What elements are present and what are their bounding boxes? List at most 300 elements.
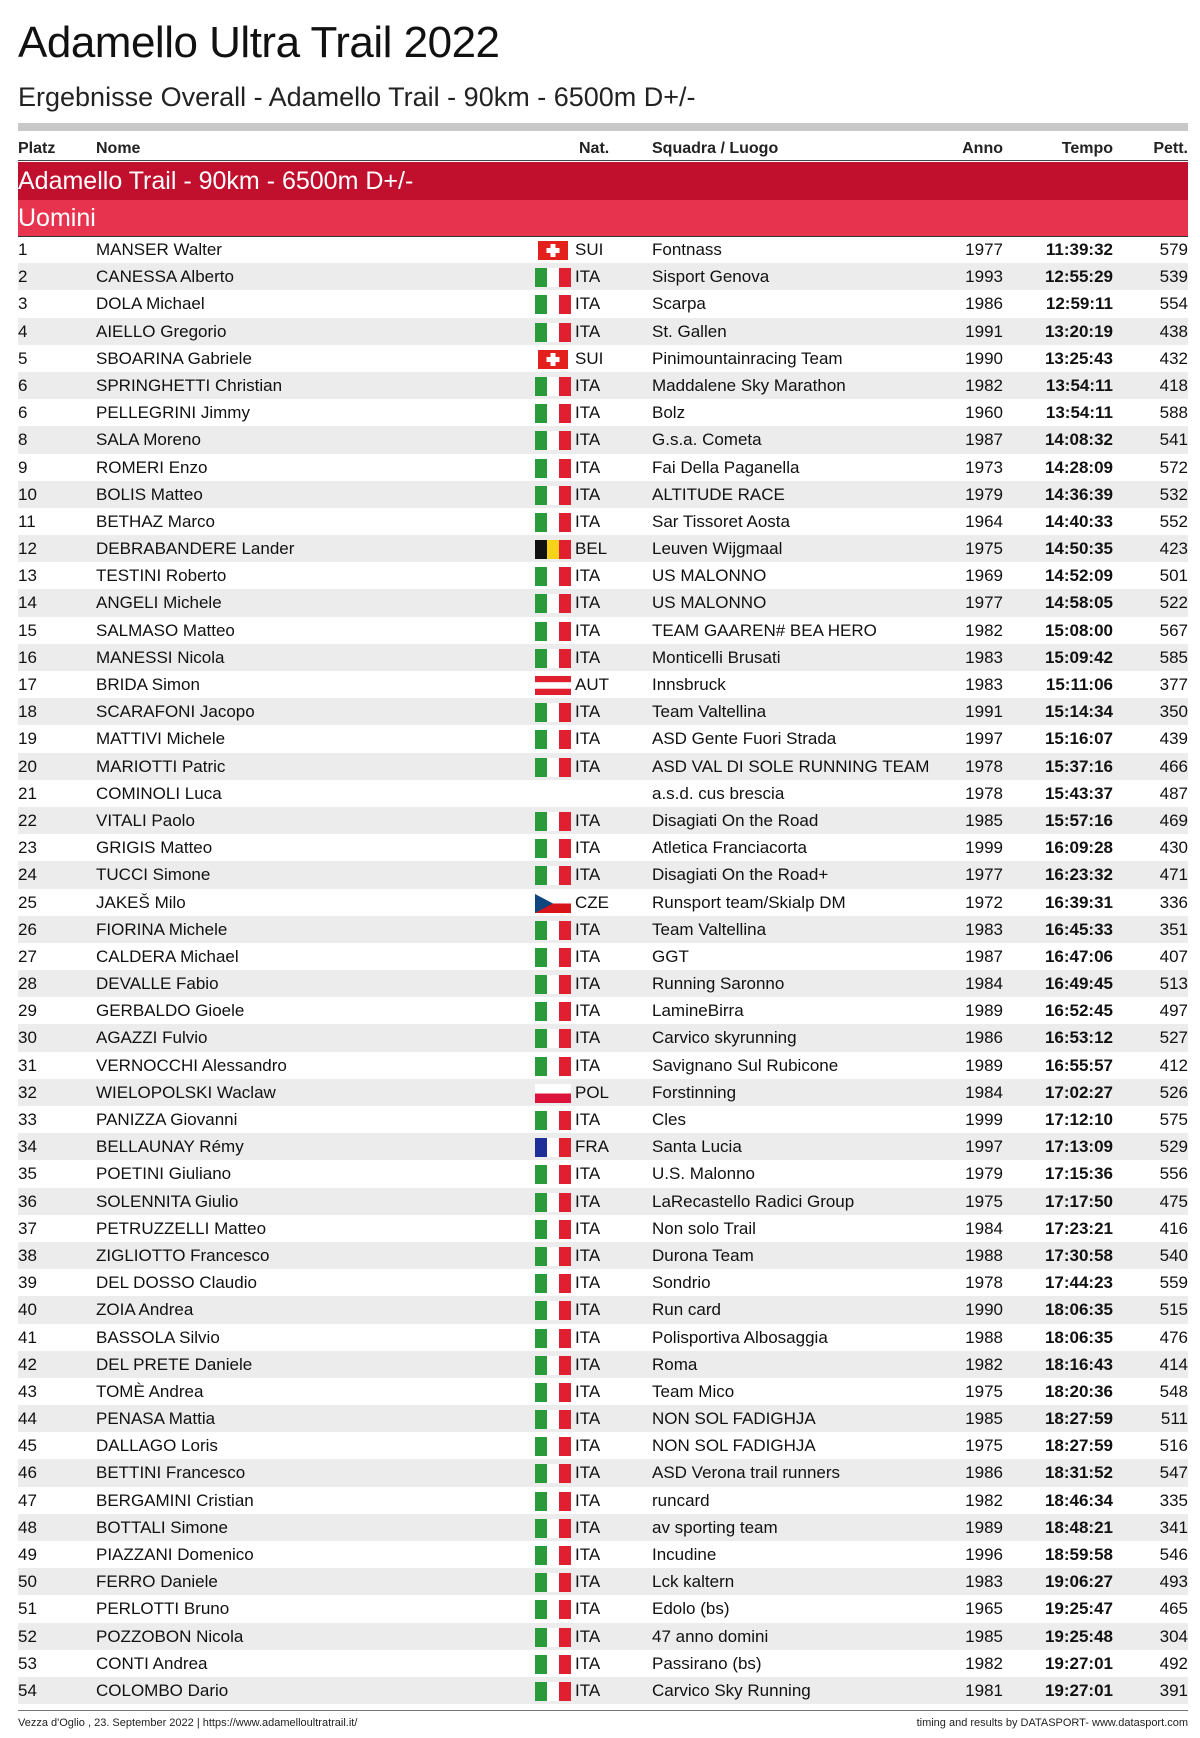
cell-time: 16:49:45 [1044,974,1113,994]
cell-pos: 36 [18,1191,37,1211]
cell-team: ALTITUDE RACE [652,484,785,504]
cell-team: Disagiati On the Road+ [652,865,829,885]
table-row [18,236,1188,263]
cell-name: BETHAZ Marco [96,511,216,531]
table-row [18,1378,1188,1405]
cze-flag-icon [535,894,571,913]
ita-flag-icon [535,1383,571,1402]
category-band: Uomini [18,200,1188,237]
table-row [18,290,1188,317]
cell-time: 15:08:00 [1044,620,1113,640]
cell-bib: 572 [1159,457,1188,477]
table-row [18,698,1188,725]
ita-flag-icon [535,1546,571,1565]
cell-name: PELLEGRINI Jimmy [96,403,250,423]
cell-time: 17:44:23 [1044,1273,1113,1293]
cell-name: VITALI Paolo [96,810,195,830]
cell-team: Leuven Wijgmaal [652,539,783,559]
column-header-time: Tempo [1061,140,1113,157]
results-table [18,236,1188,1704]
cell-team: Scarpa [652,294,706,314]
cell-pos: 50 [18,1572,37,1592]
table-row [18,1459,1188,1486]
cell-bib: 559 [1159,1273,1188,1293]
cell-team: LaRecastello Radici Group [652,1191,855,1211]
cell-nat: ITA [575,1409,601,1429]
cell-name: FIORINA Michele [96,919,228,939]
cell-team: Team Valtellina [652,919,767,939]
cell-year: 1991 [965,702,1003,722]
ita-flag-icon [535,921,571,940]
table-row [18,725,1188,752]
cell-year: 1989 [965,1517,1003,1537]
cell-pos: 37 [18,1218,37,1238]
cell-name: ANGELI Michele [96,593,222,613]
cell-time: 16:45:33 [1044,919,1113,939]
cell-year: 1979 [965,1164,1003,1184]
cell-name: PERLOTTI Bruno [96,1599,230,1619]
table-row [18,372,1188,399]
cell-time: 13:25:43 [1044,348,1113,368]
cell-bib: 391 [1159,1680,1188,1700]
cell-year: 1982 [965,620,1003,640]
cell-time: 17:02:27 [1044,1082,1113,1102]
cell-pos: 34 [18,1137,37,1157]
ita-flag-icon [535,1410,571,1429]
cell-name: FERRO Daniele [96,1572,218,1592]
cell-bib: 476 [1159,1327,1188,1347]
cell-team: Monticelli Brusati [652,647,781,667]
cell-year: 1982 [965,1653,1003,1673]
cell-name: TOMÈ Andrea [96,1381,204,1401]
cell-bib: 304 [1159,1626,1188,1646]
cell-name: AGAZZI Fulvio [96,1028,208,1048]
cell-pos: 25 [18,892,37,912]
footer-left: Vezza d'Oglio , 23. September 2022 | https://www.adamelloultratrail.it/ [18,1717,358,1729]
cell-bib: 526 [1159,1082,1188,1102]
cell-name: SALMASO Matteo [96,620,235,640]
cell-bib: 438 [1159,321,1188,341]
cell-time: 16:47:06 [1044,946,1113,966]
cell-year: 1981 [965,1680,1003,1700]
bel-flag-icon [535,540,571,559]
cell-time: 12:59:11 [1045,294,1113,314]
cell-name: SCARAFONI Jacopo [96,702,255,722]
cell-bib: 439 [1159,729,1188,749]
cell-nat: ITA [575,1463,601,1483]
cell-nat: ITA [575,647,601,667]
cell-nat: ITA [575,321,601,341]
cell-team: ASD VAL DI SOLE RUNNING TEAM [652,756,930,776]
cell-time: 18:48:21 [1044,1517,1113,1537]
cell-name: DEL DOSSO Claudio [96,1273,257,1293]
cell-pos: 53 [18,1653,37,1673]
cell-pos: 45 [18,1436,37,1456]
aut-flag-icon [535,676,571,695]
cell-year: 1993 [965,267,1003,287]
cell-name: BOLIS Matteo [96,484,203,504]
cell-nat: SUI [575,348,604,368]
race-band: Adamello Trail - 90km - 6500m D+/- [18,162,1188,200]
cell-time: 16:52:45 [1044,1001,1113,1021]
table-row [18,345,1188,372]
cell-nat: ITA [575,403,601,423]
ita-flag-icon [535,730,571,749]
cell-name: SPRINGHETTI Christian [96,375,283,395]
cell-nat: ITA [575,1164,601,1184]
none-flag-icon [535,785,571,804]
cell-name: ROMERI Enzo [96,457,208,477]
cell-year: 1984 [965,1218,1003,1238]
cell-pos: 13 [18,566,37,586]
table-row [18,1106,1188,1133]
cell-year: 1979 [965,484,1003,504]
cell-name: PANIZZA Giovanni [96,1110,238,1129]
cell-time: 16:53:12 [1044,1028,1113,1048]
cell-pos: 49 [18,1545,37,1564]
cell-pos: 12 [18,539,37,559]
cell-nat: ITA [575,1545,601,1564]
cell-team: Forstinning [652,1082,737,1102]
cell-year: 1989 [965,1055,1003,1075]
cell-pos: 28 [18,974,37,994]
cell-bib: 529 [1159,1137,1188,1157]
cell-team: Atletica Franciacorta [652,838,807,858]
cell-pos: 5 [18,348,28,368]
cell-pos: 27 [18,946,37,966]
cell-team: NON SOL FADIGHJA [652,1436,816,1456]
table-row [18,1595,1188,1622]
cell-pos: 14 [18,593,37,613]
cell-team: Polisportiva Albosaggia [652,1327,828,1347]
table-row [18,644,1188,671]
cell-bib: 513 [1159,974,1188,994]
table-row [18,1296,1188,1323]
cell-year: 1978 [965,783,1003,803]
table-row [18,1432,1188,1459]
cell-pos: 44 [18,1409,37,1429]
cell-name: CALDERA Michael [96,946,239,966]
cell-team: Sar Tissoret Aosta [652,511,790,531]
ita-flag-icon [535,1002,571,1021]
cell-bib: 475 [1159,1191,1188,1211]
ita-flag-icon [535,622,571,641]
cell-time: 15:16:07 [1044,729,1113,749]
cell-name: TUCCI Simone [96,865,211,885]
table-row [18,780,1188,807]
pol-flag-icon [535,1084,571,1103]
cell-bib: 493 [1159,1572,1188,1592]
cell-name: WIELOPOLSKI Waclaw [96,1082,276,1102]
cell-bib: 432 [1159,348,1188,368]
cell-nat: ITA [575,430,601,450]
cell-pos: 38 [18,1245,37,1265]
cell-name: SBOARINA Gabriele [96,348,252,368]
ita-flag-icon [535,1301,571,1320]
cell-bib: 511 [1160,1409,1188,1429]
cell-name: AIELLO Gregorio [96,321,227,341]
cell-pos: 47 [18,1490,37,1510]
cell-name: TESTINI Roberto [96,566,227,586]
cell-year: 1960 [965,403,1003,423]
cell-year: 1986 [965,1463,1003,1483]
cell-time: 16:09:28 [1044,838,1113,858]
cell-pos: 16 [18,647,37,667]
table-row [18,1677,1188,1704]
cell-nat: ITA [575,838,601,858]
cell-year: 1964 [965,511,1003,531]
ita-flag-icon [535,948,571,967]
cell-team: Run card [652,1300,721,1320]
cell-nat: ITA [575,1517,601,1537]
ita-flag-icon [535,1600,571,1619]
cell-name: BERGAMINI Cristian [96,1490,254,1510]
cell-nat: ITA [575,729,601,749]
cell-year: 1973 [965,457,1003,477]
cell-nat: ITA [575,620,601,640]
cell-year: 1988 [965,1327,1003,1347]
ita-flag-icon [535,404,571,423]
cell-name: COLOMBO Dario [96,1680,229,1700]
cell-year: 1975 [965,1436,1003,1456]
cell-nat: ITA [575,1110,601,1129]
cell-bib: 546 [1159,1545,1188,1564]
ita-flag-icon [535,594,571,613]
footer-right: timing and results by DATASPORT- www.datasport.com [916,1717,1188,1729]
cell-year: 1990 [965,348,1003,368]
ita-flag-icon [535,758,571,777]
cell-team: Bolz [652,403,686,423]
cell-nat: ITA [575,1626,601,1646]
cell-team: Sondrio [652,1273,711,1293]
cell-year: 1987 [965,430,1003,450]
table-row [18,1650,1188,1677]
cell-nat: BEL [575,539,608,559]
cell-pos: 40 [18,1300,37,1320]
cell-time: 16:23:32 [1044,865,1113,885]
cell-year: 1985 [965,1409,1003,1429]
cell-year: 1985 [965,1626,1003,1646]
cell-pos: 39 [18,1273,37,1293]
cell-team: Lck kaltern [652,1572,735,1592]
table-row [18,1052,1188,1079]
ita-flag-icon [535,377,571,396]
cell-time: 14:36:39 [1044,484,1113,504]
cell-nat: ITA [575,511,601,531]
cell-team: Team Valtellina [652,702,767,722]
cell-pos: 30 [18,1028,37,1048]
table-row [18,1405,1188,1432]
cell-nat: AUT [575,675,609,694]
cell-nat: ITA [575,756,601,776]
cell-pos: 54 [18,1680,37,1700]
cell-pos: 51 [18,1599,37,1619]
cell-team: Edolo (bs) [652,1599,730,1619]
ita-flag-icon [535,1029,571,1048]
cell-year: 1986 [965,294,1003,314]
cell-time: 17:12:10 [1044,1110,1113,1129]
ita-flag-icon [535,1220,571,1239]
cell-bib: 469 [1159,810,1188,830]
cell-time: 15:11:06 [1045,675,1113,694]
cell-time: 15:37:16 [1044,756,1113,776]
cell-pos: 33 [18,1110,37,1129]
cell-name: SOLENNITA Giulio [96,1191,239,1211]
cell-team: Maddalene Sky Marathon [652,375,846,395]
cell-year: 1999 [965,1110,1003,1129]
table-row [18,1133,1188,1160]
cell-name: COMINOLI Luca [96,783,222,803]
cell-year: 1978 [965,1273,1003,1293]
cell-year: 1977 [965,865,1003,885]
cell-team: ASD Verona trail runners [652,1463,841,1483]
ita-flag-icon [535,866,571,885]
cell-time: 14:58:05 [1044,593,1113,613]
cell-name: ZIGLIOTTO Francesco [96,1245,270,1265]
cell-bib: 492 [1159,1653,1188,1673]
cell-nat: ITA [575,1436,601,1456]
table-row [18,1568,1188,1595]
cell-name: MANSER Walter [96,240,222,259]
cell-team: Runsport team/Skialp DM [652,892,846,912]
cell-name: POETINI Giuliano [96,1164,232,1184]
cell-year: 1989 [965,1001,1003,1021]
cell-pos: 11 [18,511,36,531]
cell-team: av sporting team [652,1517,778,1537]
ita-flag-icon [535,649,571,668]
cell-time: 18:16:43 [1044,1354,1113,1374]
column-header-name: Nome [96,140,141,157]
cell-bib: 567 [1159,620,1188,640]
cell-team: Passirano (bs) [652,1653,762,1673]
cell-year: 1983 [965,675,1003,694]
cell-time: 15:43:37 [1044,783,1113,803]
table-row [18,1351,1188,1378]
column-header-team: Squadra / Luogo [652,140,779,157]
cell-pos: 2 [18,267,28,287]
cell-year: 1984 [965,974,1003,994]
cell-pos: 43 [18,1381,37,1401]
cell-bib: 377 [1159,675,1188,694]
cell-nat: ITA [575,865,601,885]
cell-year: 1975 [965,1381,1003,1401]
table-row [18,426,1188,453]
table-row [18,671,1188,698]
cell-name: DEL PRETE Daniele [96,1354,253,1374]
cell-bib: 336 [1159,892,1188,912]
cell-team: Running Saronno [652,974,785,994]
cell-year: 1983 [965,919,1003,939]
column-header-bib: Pett. [1153,140,1188,157]
cell-team: St. Gallen [652,321,727,341]
ita-flag-icon [535,486,571,505]
ita-flag-icon [535,1628,571,1647]
cell-year: 1969 [965,566,1003,586]
cell-team: NON SOL FADIGHJA [652,1409,816,1429]
cell-team: Non solo Trail [652,1218,756,1238]
cell-pos: 15 [18,620,37,640]
cell-name: PENASA Mattia [96,1409,216,1429]
table-row [18,617,1188,644]
table-row [18,889,1188,916]
cell-name: CONTI Andrea [96,1653,208,1673]
table-row [18,861,1188,888]
page-subtitle: Ergebnisse Overall - Adamello Trail - 90km - 6500m D+/- [18,82,696,112]
cell-time: 18:31:52 [1044,1463,1113,1483]
cell-time: 14:40:33 [1044,511,1113,531]
cell-nat: ITA [575,1490,601,1510]
ita-flag-icon [535,1057,571,1076]
cell-nat: ITA [575,1572,601,1592]
cell-nat: ITA [575,810,601,830]
cell-pos: 6 [18,403,28,423]
cell-bib: 541 [1159,430,1188,450]
ita-flag-icon [535,1573,571,1592]
cell-pos: 23 [18,838,37,858]
cell-pos: 9 [18,457,28,477]
ita-flag-icon [535,1492,571,1511]
ita-flag-icon [535,1655,571,1674]
cell-time: 11:39:32 [1045,240,1113,259]
cell-name: DEVALLE Fabio [96,974,219,994]
cell-name: GERBALDO Gioele [96,1001,245,1021]
cell-team: Savignano Sul Rubicone [652,1055,839,1075]
cell-time: 19:25:47 [1044,1599,1113,1619]
table-row [18,1242,1188,1269]
header-rule [18,123,1188,131]
cell-year: 1997 [965,729,1003,749]
cell-year: 1972 [965,892,1003,912]
ita-flag-icon [535,1193,571,1212]
table-row [18,318,1188,345]
cell-team: Disagiati On the Road [652,810,819,830]
cell-pos: 4 [18,321,28,341]
cell-nat: ITA [575,484,601,504]
cell-team: US MALONNO [652,566,767,586]
cell-bib: 554 [1159,294,1188,314]
cell-pos: 42 [18,1354,37,1374]
cell-pos: 19 [18,729,37,749]
cell-nat: CZE [575,892,609,912]
cell-pos: 6 [18,375,28,395]
cell-time: 15:57:16 [1044,810,1113,830]
cell-bib: 351 [1159,919,1188,939]
table-row [18,1024,1188,1051]
cell-year: 1987 [965,946,1003,966]
cell-bib: 418 [1159,375,1188,395]
cell-team: US MALONNO [652,593,767,613]
table-row [18,807,1188,834]
cell-pos: 17 [18,675,37,694]
cell-bib: 423 [1159,539,1188,559]
ita-flag-icon [535,1247,571,1266]
cell-team: LamineBirra [652,1001,744,1021]
cell-pos: 10 [18,484,37,504]
table-row [18,1079,1188,1106]
cell-bib: 516 [1159,1436,1188,1456]
table-row [18,1324,1188,1351]
cell-pos: 8 [18,430,28,450]
cell-name: PETRUZZELLI Matteo [96,1218,267,1238]
cell-year: 1984 [965,1082,1003,1102]
cell-team: 47 anno domini [652,1626,769,1646]
table-row [18,1623,1188,1650]
ita-flag-icon [535,1682,571,1701]
cell-team: a.s.d. cus brescia [652,783,785,803]
cell-bib: 527 [1159,1028,1188,1048]
cell-team: Incudine [652,1545,717,1564]
cell-name: MATTIVI Michele [96,729,226,749]
